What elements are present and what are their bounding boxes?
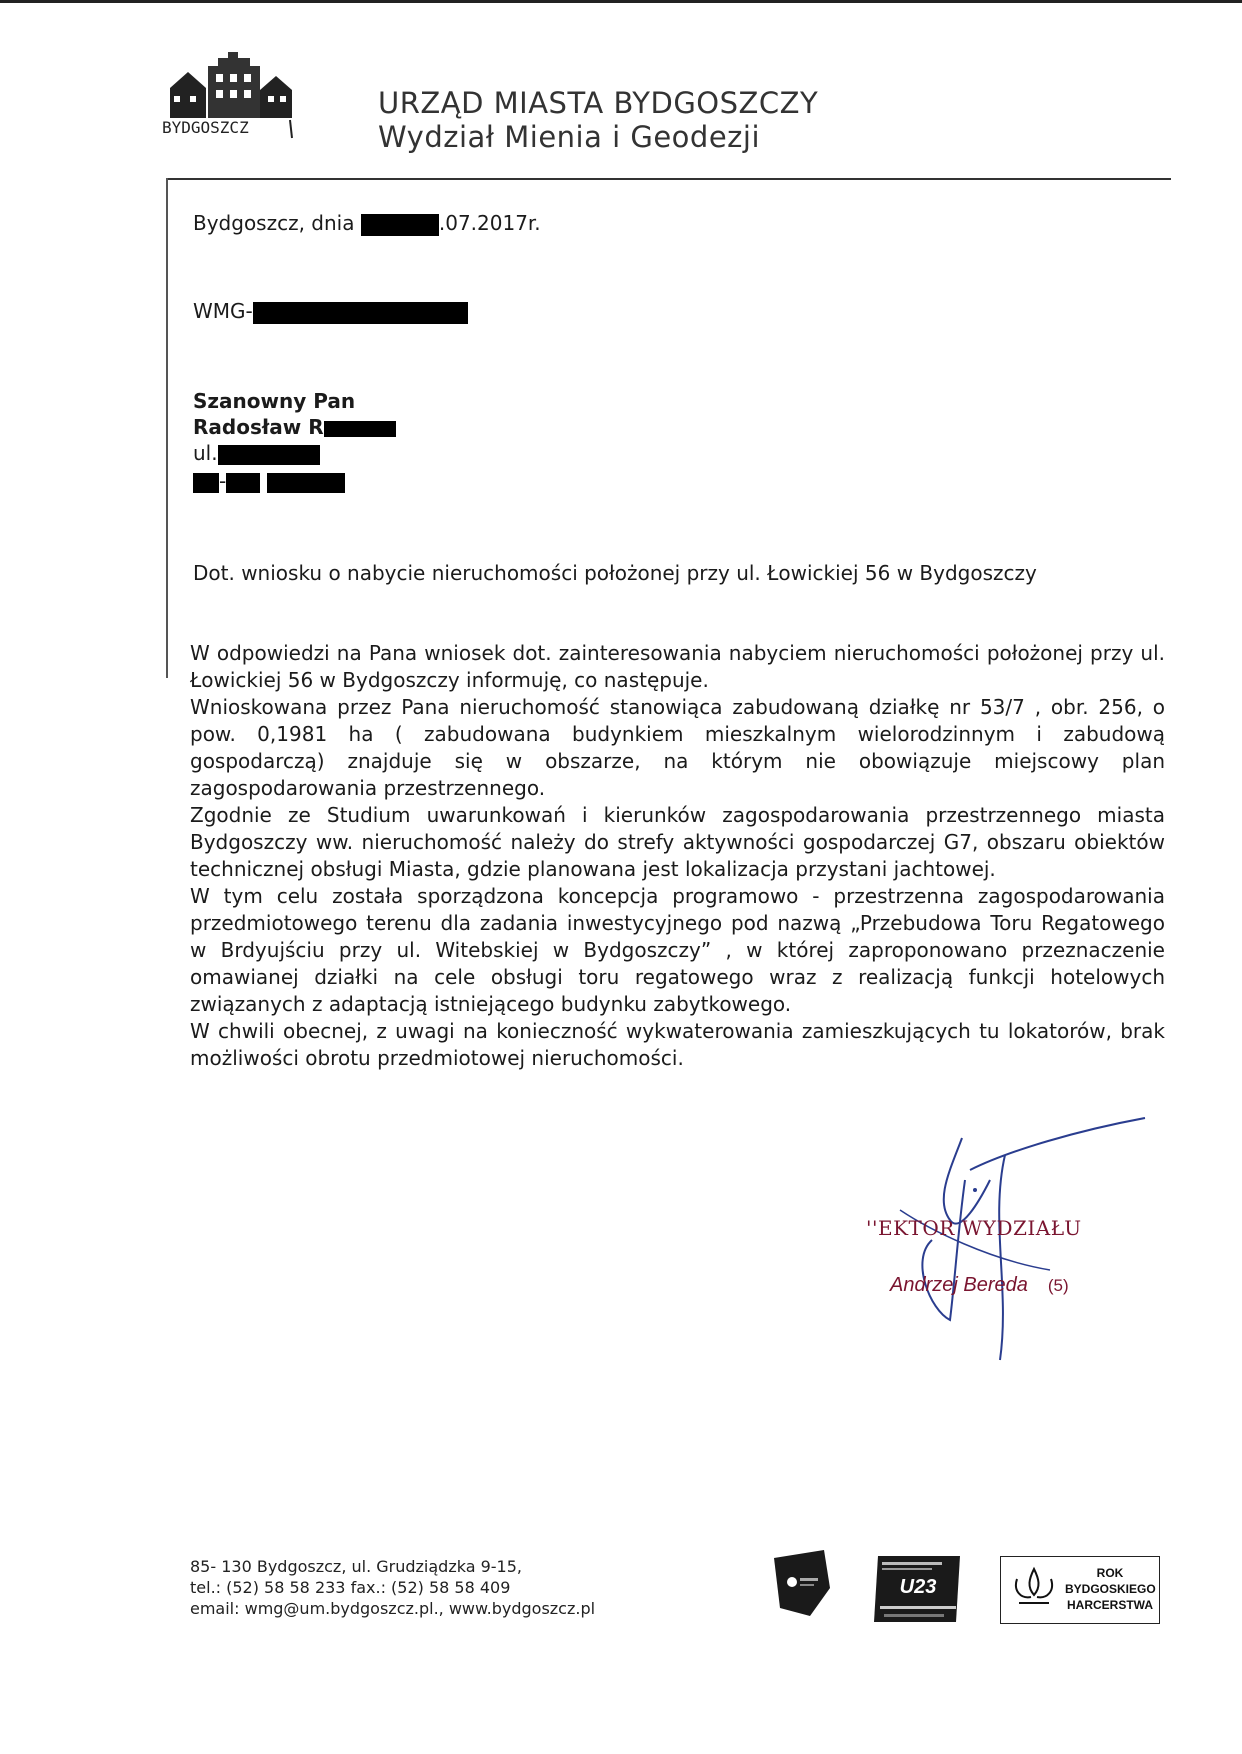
signature-stamp-title: ''EKTOR WYDZIAŁU: [866, 1216, 1082, 1240]
recipient-name: Radosław R: [193, 415, 324, 439]
recipient-name-line: [193, 414, 396, 440]
redaction-block: [253, 302, 468, 324]
signer-name: Andrzej Bereda: [890, 1274, 1028, 1296]
date-prefix: Bydgoszcz, dnia: [193, 211, 355, 235]
body-paragraph: Wnioskowana przez Pana nieruchomość stanowiąca zabudowaną działkę nr 53/7 , obr. 256, o pow. 0,1981 ha ( zabudowana budynkiem mieszkalnym wielorodzinnym i zabudową gospodarczą) znajduje się w obszarze, na którym nie obowiązuje miejscowy plan zagospodarowania przestrzennego.: [190, 695, 1165, 800]
redaction-block: [361, 214, 439, 236]
postal-separator: -: [219, 469, 227, 493]
footer-address: 85- 130 Bydgoszcz, ul. Grudziądzka 9-15,: [190, 1557, 522, 1576]
body-paragraph: Zgodnie ze Studium uwarunkowań i kierunków zagospodarowania przestrzennego miasta Bydgoszczy ww. nieruchomość należy do strefy aktywności gospodarczej G7, obszaru obiektów technicznej obsługi Miasta, gdzie planowana jest lokalizacja przystani jachtowej.: [190, 803, 1165, 881]
scout-lily-icon: [1009, 1565, 1059, 1615]
recipient-salutation: Szanowny Pan: [193, 389, 356, 413]
body-paragraph: W tym celu została sporządzona koncepcja programowo - przestrzenna zagospodarowania przedmiotowego terenu dla zadania inwestycyjnego pod nazwą „Przebudowa Toru Regatowego w Brdyujściu przy ul. Witebskiej w Bydgoszczy” , w której zaproponowano przeznaczenie omawianej działki na cele obsługi toru regatowego wraz z realizacją funkcji hotelowych związanych z adaptacją istniejącego budynku zabytkowego.: [190, 884, 1165, 1016]
department-name: Wydział Mienia i Geodezji: [378, 120, 761, 154]
footer-phone: tel.: (52) 58 58 233 fax.: (52) 58 58 409: [190, 1578, 511, 1597]
redaction-block: [193, 473, 219, 493]
u23-championships-badge: [868, 1554, 968, 1624]
letter-body: [190, 640, 1165, 1072]
margin-line: [166, 178, 168, 678]
scan-top-border: [0, 0, 1242, 3]
redaction-block: [226, 473, 260, 493]
city-race-badge-icon: [770, 1548, 834, 1618]
office-heading: [378, 86, 818, 154]
street-prefix: ul.: [193, 441, 218, 465]
body-paragraph: W chwili obecnej, z uwagi na konieczność wykwaterowania zamieszkujących tu lokatorów, brak możliwości obrotu przedmiotowej nieruchomości.: [190, 1019, 1165, 1070]
scouting-year-text: ROK BYDGOSKIEGO HARCERSTWA: [1065, 1566, 1156, 1612]
subject-line: Dot. wniosku o nabycie nieruchomości położonej przy ul. Łowickiej 56 w Bydgoszczy: [193, 561, 1037, 585]
recipient-postal-line: [193, 468, 396, 494]
office-name: URZĄD MIASTA BYDGOSZCZY: [378, 86, 819, 120]
recipient-street-line: [193, 440, 396, 466]
header-divider: [166, 178, 1171, 180]
u23-label: U23: [899, 1576, 937, 1598]
date-line: [193, 210, 541, 236]
footer-email: email: wmg@um.bydgoszcz.pl., www.bydgoszcz.pl: [190, 1599, 596, 1618]
redaction-block: [324, 421, 396, 437]
body-paragraph: W odpowiedzi na Pana wniosek dot. zainteresowania nabyciem nieruchomości położonej przy ul. Łowickiej 56 w Bydgoszczy informuję, co następuje.: [190, 641, 1165, 692]
signer-number: (5): [1047, 1276, 1069, 1295]
date-suffix: .07.2017r.: [438, 211, 541, 235]
redaction-block: [218, 445, 320, 465]
signature-stamp-name: [890, 1274, 1069, 1297]
reference-prefix: WMG-: [193, 299, 253, 323]
redaction-block: [267, 473, 345, 493]
logo-caption: BYDGOSZCZ: [162, 118, 249, 137]
recipient-address: [193, 388, 396, 494]
scouting-year-badge: [1000, 1556, 1160, 1624]
handwritten-signature: [840, 1110, 1160, 1370]
contact-footer: [190, 1556, 595, 1619]
reference-line: [193, 298, 468, 324]
